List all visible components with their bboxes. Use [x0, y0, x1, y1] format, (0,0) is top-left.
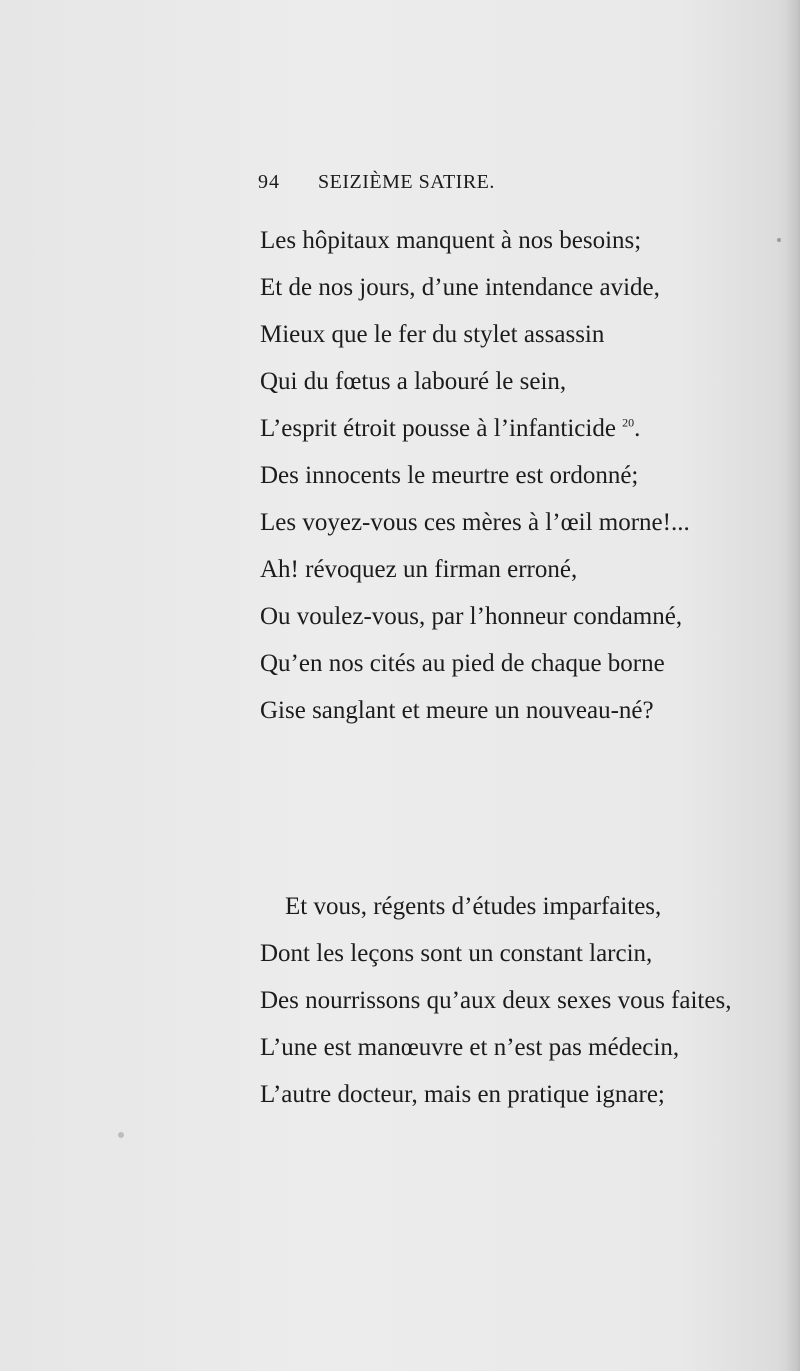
- verse-line: Les voyez-vous ces mères à l’œil morne!...: [260, 509, 690, 536]
- paper-speck: [777, 238, 781, 242]
- footnote-punctuation: .: [634, 415, 641, 442]
- page-edge-shadow: [786, 0, 800, 1371]
- verse-text: L’esprit étroit pousse à l’infanticide: [260, 415, 616, 442]
- verse-line: Des innocents le meurtre est ordonné;: [260, 462, 639, 489]
- page-header: [0, 171, 800, 197]
- verse-line-with-footnote: [260, 414, 640, 444]
- verse-line: Et vous, régents d’études imparfaites,: [285, 893, 662, 920]
- verse-line: Qui du fœtus a labouré le sein,: [260, 368, 567, 395]
- verse-line: Mieux que le fer du stylet assassin: [260, 321, 605, 348]
- verse-line: Gise sanglant et meure un nouveau-né?: [260, 697, 654, 724]
- verse-line: Et de nos jours, d’une intendance avide,: [260, 274, 660, 301]
- verse-line: Dont les leçons sont un constant larcin,: [260, 940, 653, 967]
- page-number: 94: [258, 171, 280, 193]
- running-title: SEIZIÈME SATIRE.: [318, 171, 495, 193]
- footnote-marker: 20: [622, 415, 635, 430]
- verse-line: Qu’en nos cités au pied de chaque borne: [260, 650, 665, 677]
- verse-line: L’une est manœuvre et n’est pas médecin,: [260, 1034, 680, 1061]
- paper-speck: [118, 1132, 124, 1138]
- verse-line: Ah! révoquez un firman erroné,: [260, 556, 578, 583]
- verse-line: L’autre docteur, mais en pratique ignare;: [260, 1081, 665, 1108]
- verse-line: Des nourrissons qu’aux deux sexes vous faites,: [260, 987, 732, 1014]
- verse-line: Ou voulez-vous, par l’honneur condamné,: [260, 603, 683, 630]
- verse-line: Les hôpitaux manquent à nos besoins;: [260, 227, 642, 254]
